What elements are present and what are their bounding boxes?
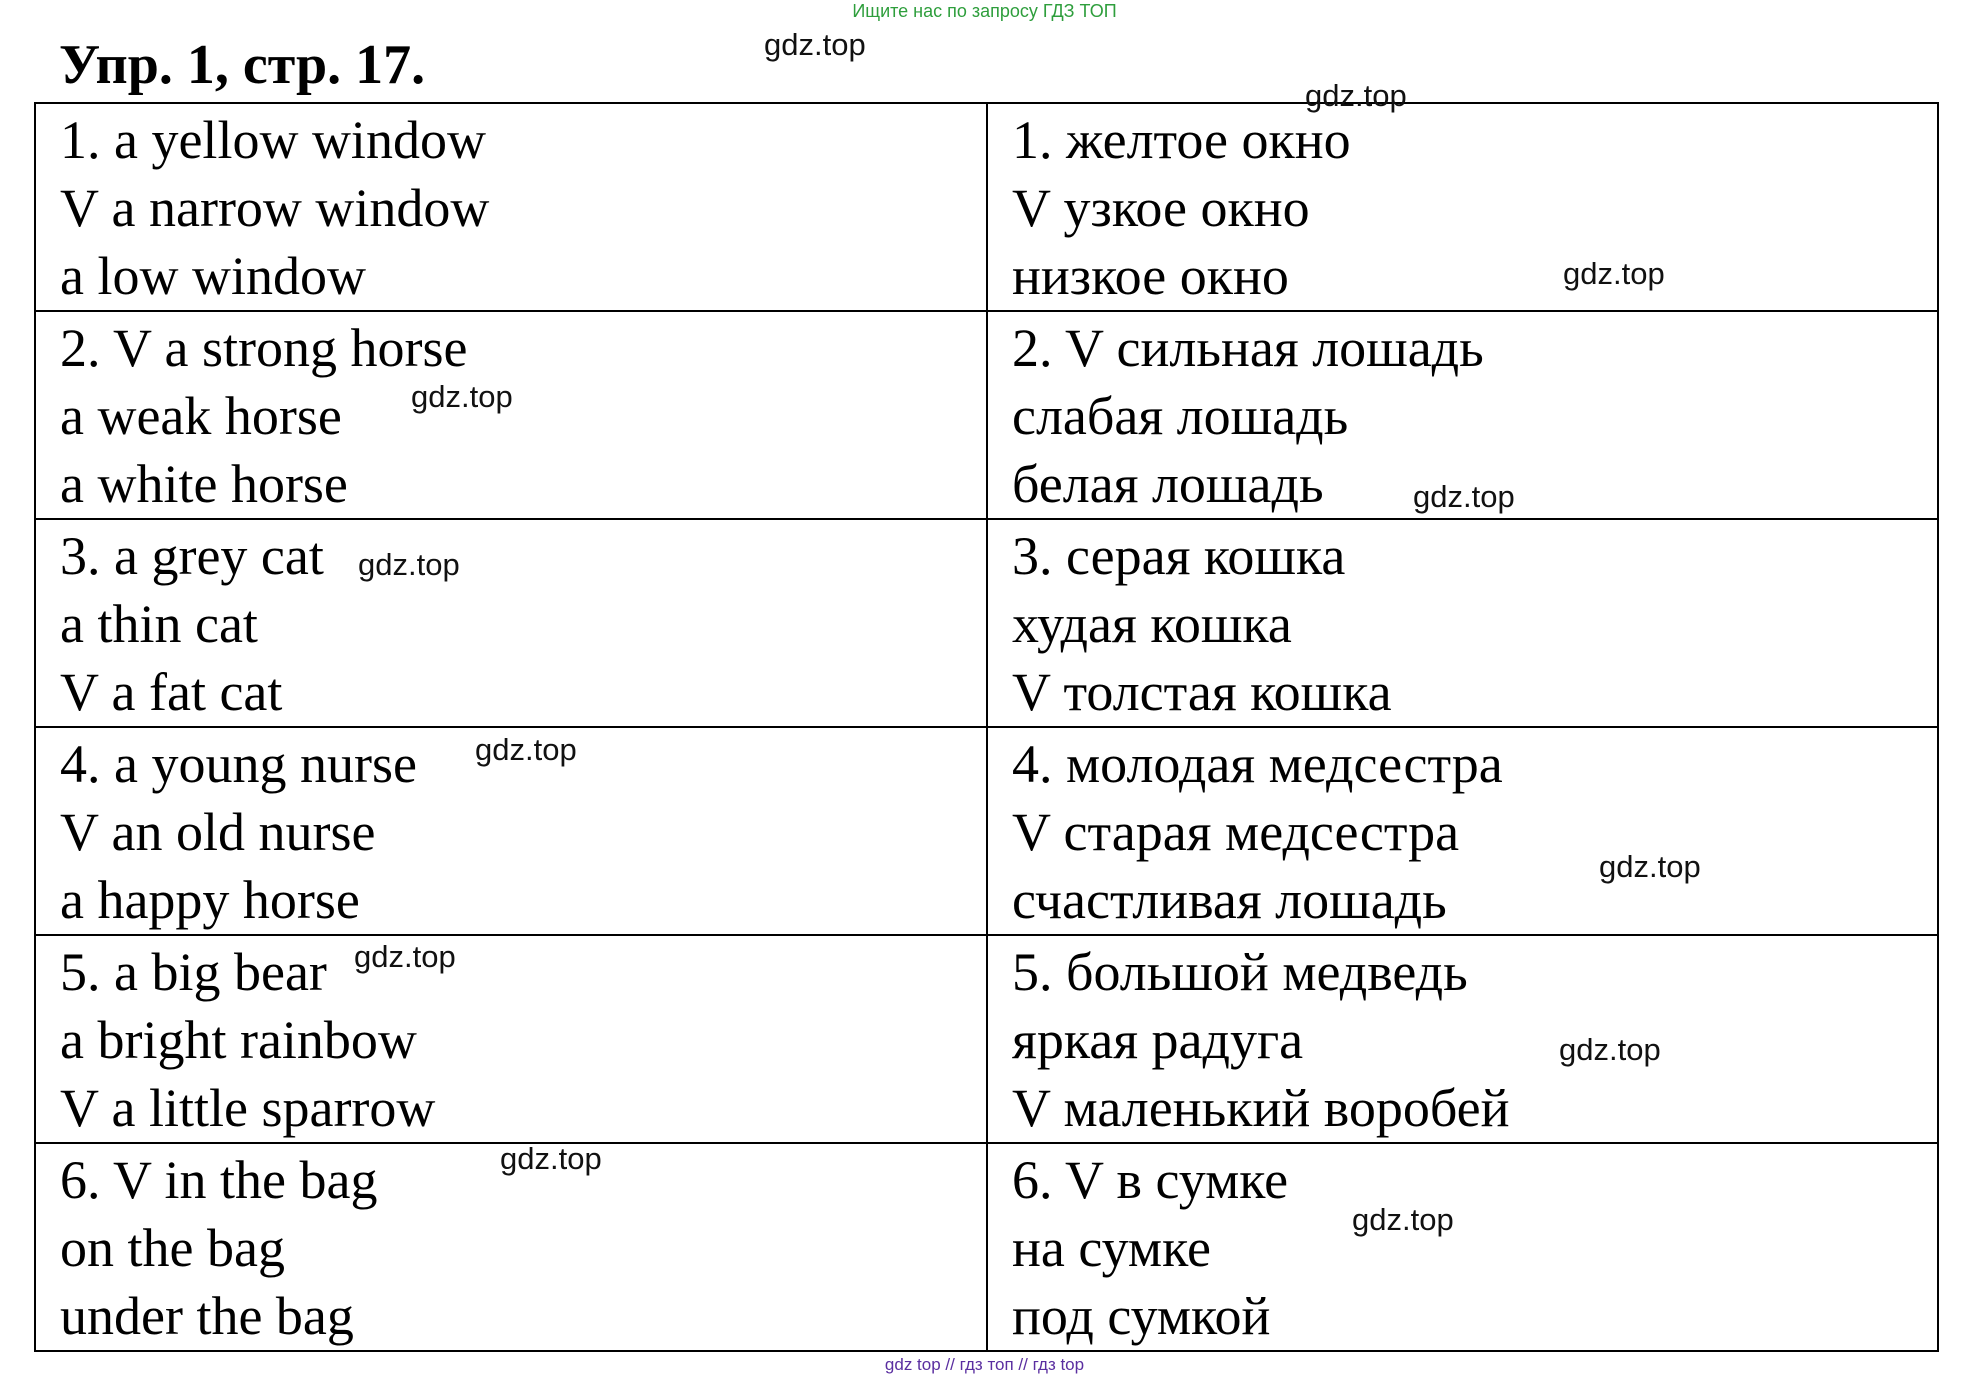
russian-line: V толстая кошка	[1012, 662, 1392, 722]
english-cell	[35, 935, 987, 1143]
russian-line: белая лошадь	[1012, 454, 1324, 514]
russian-line: 6. V в сумке	[1012, 1150, 1289, 1210]
russian-line: V старая медсестра	[1012, 802, 1460, 862]
russian-line: 2. V сильная лошадь	[1012, 318, 1484, 378]
english-line: a low window	[60, 246, 366, 306]
watermark: gdz.top	[1559, 1032, 1661, 1067]
english-cell	[35, 103, 987, 311]
english-line: under the bag	[60, 1286, 354, 1346]
english-line: a weak horse	[60, 386, 342, 446]
russian-line: яркая радуга	[1012, 1010, 1304, 1070]
english-line: on the bag	[60, 1218, 285, 1278]
table-row	[35, 1143, 1938, 1351]
russian-line: на сумке	[1012, 1218, 1211, 1278]
russian-cell	[987, 519, 1938, 727]
page-title: Упр. 1, стр. 17.	[59, 34, 426, 96]
russian-line: 1. желтое окно	[1012, 110, 1351, 170]
russian-line: V узкое окно	[1012, 178, 1310, 238]
english-line: V a little sparrow	[60, 1078, 436, 1138]
english-cell	[35, 519, 987, 727]
watermark: gdz.top	[1413, 479, 1515, 514]
russian-line: низкое окно	[1012, 246, 1289, 306]
english-line: 6. V in the bag	[60, 1150, 378, 1210]
watermark: gdz.top	[411, 379, 513, 414]
table-row	[35, 519, 1938, 727]
russian-line: под сумкой	[1012, 1286, 1271, 1346]
watermark: gdz.top	[475, 732, 577, 767]
watermark: gdz.top	[354, 939, 456, 974]
watermark: gdz.top	[358, 547, 460, 582]
russian-line: 5. большой медведь	[1012, 942, 1468, 1002]
russian-cell	[987, 935, 1938, 1143]
russian-cell	[987, 727, 1938, 935]
watermark: gdz.top	[764, 27, 866, 62]
russian-line: слабая лошадь	[1012, 386, 1349, 446]
english-line: V a narrow window	[60, 178, 490, 238]
english-line: a bright rainbow	[60, 1010, 417, 1070]
footer-links: gdz top // гдз топ // гдз top	[884, 1355, 1085, 1374]
table-row	[35, 727, 1938, 935]
english-line: V a fat cat	[60, 662, 283, 722]
english-line: a happy horse	[60, 870, 360, 930]
russian-line: 4. молодая медсестра	[1012, 734, 1503, 794]
english-line: 4. a young nurse	[60, 734, 417, 794]
watermark: gdz.top	[1563, 256, 1665, 291]
english-line: 5. a big bear	[60, 942, 327, 1002]
english-line: a white horse	[60, 454, 348, 514]
english-line: V an old nurse	[60, 802, 376, 862]
english-line: 1. a yellow window	[60, 110, 486, 170]
russian-line: 3. серая кошка	[1012, 526, 1346, 586]
russian-cell	[987, 1143, 1938, 1351]
watermark: gdz.top	[500, 1141, 602, 1176]
english-cell	[35, 311, 987, 519]
english-line: 3. a grey cat	[60, 526, 324, 586]
english-line: a thin cat	[60, 594, 258, 654]
russian-line: худая кошка	[1012, 594, 1292, 654]
watermark: gdz.top	[1305, 78, 1407, 113]
watermark: gdz.top	[1352, 1202, 1454, 1237]
table-row	[35, 311, 1938, 519]
top-banner: Ищите нас по запросу ГДЗ ТОП	[852, 1, 1117, 21]
english-line: 2. V a strong horse	[60, 318, 468, 378]
russian-cell	[987, 103, 1938, 311]
russian-line: счастливая лошадь	[1012, 870, 1447, 930]
watermark: gdz.top	[1599, 849, 1701, 884]
russian-line: V маленький воробей	[1012, 1078, 1510, 1138]
